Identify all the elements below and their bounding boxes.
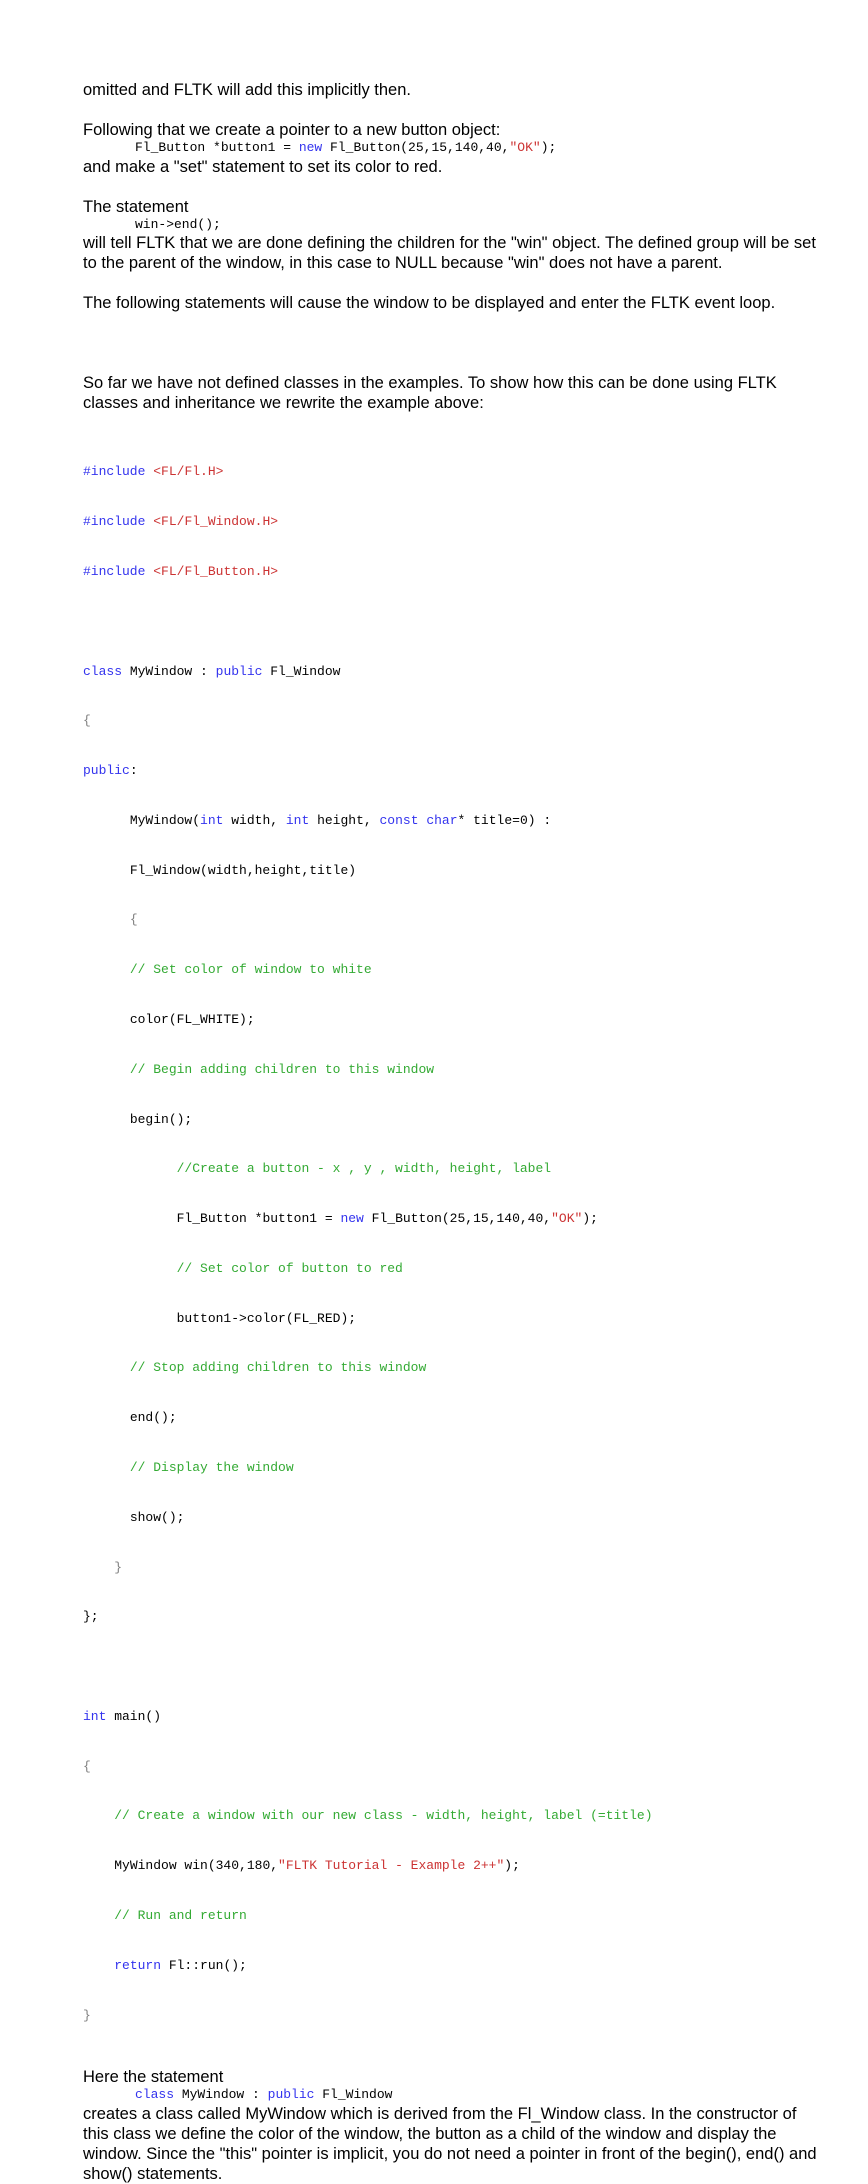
code-text: Fl_Window xyxy=(262,663,341,679)
code-keyword: int xyxy=(285,812,310,828)
paragraph-children-explanation: will tell FLTK that we are done defining the children for the "win" object. The defined group will be set to the parent of the window, in this case to NULL because "win" does not have a parent. xyxy=(83,234,821,273)
code-keyword: char xyxy=(426,812,458,828)
code-comment: // Set color of window to white xyxy=(129,962,372,978)
code-text: height, xyxy=(309,812,380,828)
code-block xyxy=(83,431,823,2057)
code-line: }; xyxy=(83,1609,99,1625)
code-line xyxy=(83,1460,823,1477)
code-blank-line xyxy=(83,614,823,631)
code-text: : xyxy=(129,763,138,779)
code-text: show(); xyxy=(129,1509,185,1525)
code-line xyxy=(83,1510,823,1527)
paragraph-pointer-intro: Following that we create a pointer to a new button object: xyxy=(83,121,501,139)
code-keyword: int xyxy=(200,812,224,828)
paragraph-the-statement: The statement xyxy=(83,197,189,216)
code-text: MyWindow( xyxy=(129,812,201,828)
code-string: "OK" xyxy=(509,140,541,155)
code-text: ); xyxy=(540,140,557,155)
code-string: <FL/Fl_Button.H> xyxy=(153,563,279,579)
code-line xyxy=(83,1709,823,1726)
code-line xyxy=(83,1211,823,1228)
code-line xyxy=(83,1908,823,1925)
code-text: ); xyxy=(582,1211,598,1227)
code-line: } xyxy=(83,2007,91,2023)
code-keyword: new xyxy=(340,1211,364,1227)
code-line xyxy=(83,464,823,481)
code-line xyxy=(83,1560,823,1577)
document-page xyxy=(83,80,823,2184)
code-line xyxy=(83,564,823,581)
code-comment: // Set color of button to red xyxy=(176,1260,403,1276)
paragraph-event-loop: The following statements will cause the window to be displayed and enter the FLTK event loop. xyxy=(83,294,776,313)
code-line xyxy=(83,1858,823,1875)
code-keyword: public xyxy=(267,2087,315,2103)
code-line xyxy=(83,1161,823,1178)
code-text: Fl_Button *button1 = xyxy=(135,140,299,155)
code-text: Fl::run(); xyxy=(161,1957,247,1973)
code-keyword: public xyxy=(83,763,130,779)
code-line xyxy=(83,863,823,880)
inline-code-win-end: win->end(); xyxy=(135,216,221,232)
paragraph-classes-intro: So far we have not defined classes in the examples. To show how this can be done using FLTK classes and inheritance we rewrite the example above: xyxy=(83,374,782,413)
code-text: Fl_Button(25,15,140,40, xyxy=(363,1211,552,1227)
code-text: Fl_Button *button1 = xyxy=(176,1211,341,1227)
code-comment: // Begin adding children to this window xyxy=(129,1061,435,1077)
inline-code-class-decl xyxy=(83,2087,823,2104)
code-string: "FLTK Tutorial - Example 2++" xyxy=(278,1858,505,1874)
code-text: MyWindow : xyxy=(122,663,216,679)
code-line xyxy=(83,1062,823,1079)
code-text: color(FL_WHITE); xyxy=(129,1011,255,1027)
code-line xyxy=(83,1311,823,1328)
code-keyword: class xyxy=(135,2087,175,2103)
code-brace: { xyxy=(129,912,138,928)
code-keyword: int xyxy=(83,1708,107,1724)
code-line: { xyxy=(83,1758,91,1774)
code-comment: // Stop adding children to this window xyxy=(129,1360,427,1376)
code-line xyxy=(83,1360,823,1377)
code-line xyxy=(83,813,823,830)
code-text: * title=0) : xyxy=(457,812,552,828)
code-keyword: public xyxy=(215,663,263,679)
paragraph-omitted: omitted and FLTK will add this implicitly then. xyxy=(83,81,411,99)
code-text: MyWindow : xyxy=(174,2087,268,2103)
code-line xyxy=(83,1261,823,1278)
code-text: MyWindow win(340,180, xyxy=(114,1858,279,1874)
code-text: main() xyxy=(106,1708,162,1724)
code-preprocessor: #include xyxy=(83,563,146,579)
code-comment: //Create a button - x , y , width, height, label xyxy=(176,1161,552,1177)
code-preprocessor: #include xyxy=(83,514,146,530)
code-text: button1->color(FL_RED); xyxy=(176,1310,357,1326)
paragraph-here-statement: Here the statement xyxy=(83,2068,224,2087)
code-line xyxy=(83,1958,823,1975)
code-comment: // Run and return xyxy=(114,1908,247,1924)
code-keyword: new xyxy=(298,140,323,155)
code-string: <FL/Fl_Window.H> xyxy=(153,514,279,530)
paragraph-set-statement: and make a "set" statement to set its color to red. xyxy=(83,157,443,176)
code-line xyxy=(83,912,823,929)
code-line xyxy=(83,664,823,681)
code-text: begin(); xyxy=(129,1111,193,1127)
code-text: end(); xyxy=(129,1410,177,1426)
paragraph-class-explanation: creates a class called MyWindow which is derived from the Fl_Window class. In the constructor of this class we define the color of the window, the button as a child of the window and display the window. Since the "this" pointer is implicit, you do not need a pointer in front of the begin(), end() and show() statements. xyxy=(83,2104,822,2183)
code-text: ); xyxy=(504,1858,520,1874)
code-string: "OK" xyxy=(551,1211,583,1227)
code-keyword: return xyxy=(114,1957,162,1973)
code-text: Fl_Button(25,15,140,40, xyxy=(322,140,510,155)
code-keyword: class xyxy=(83,663,123,679)
code-line xyxy=(83,1012,823,1029)
code-text: Fl_Window(width,height,title) xyxy=(129,862,357,878)
inline-code-button xyxy=(83,140,823,157)
code-line xyxy=(83,763,823,780)
code-line xyxy=(83,962,823,979)
code-line xyxy=(83,1410,823,1427)
code-comment: // Display the window xyxy=(129,1460,294,1475)
code-comment: // Create a window with our new class - width, height, label (=title) xyxy=(114,1808,653,1824)
code-brace: } xyxy=(114,1559,123,1575)
code-text: Fl_Window xyxy=(314,2087,393,2103)
code-line: { xyxy=(83,713,91,729)
code-line xyxy=(83,1808,823,1825)
code-preprocessor: #include xyxy=(83,464,146,480)
code-line xyxy=(83,1112,823,1129)
code-blank-line xyxy=(83,1659,823,1676)
code-keyword: const xyxy=(379,812,419,828)
code-string: <FL/Fl.H> xyxy=(153,464,224,480)
code-text: width, xyxy=(223,812,286,828)
code-line xyxy=(83,514,823,531)
